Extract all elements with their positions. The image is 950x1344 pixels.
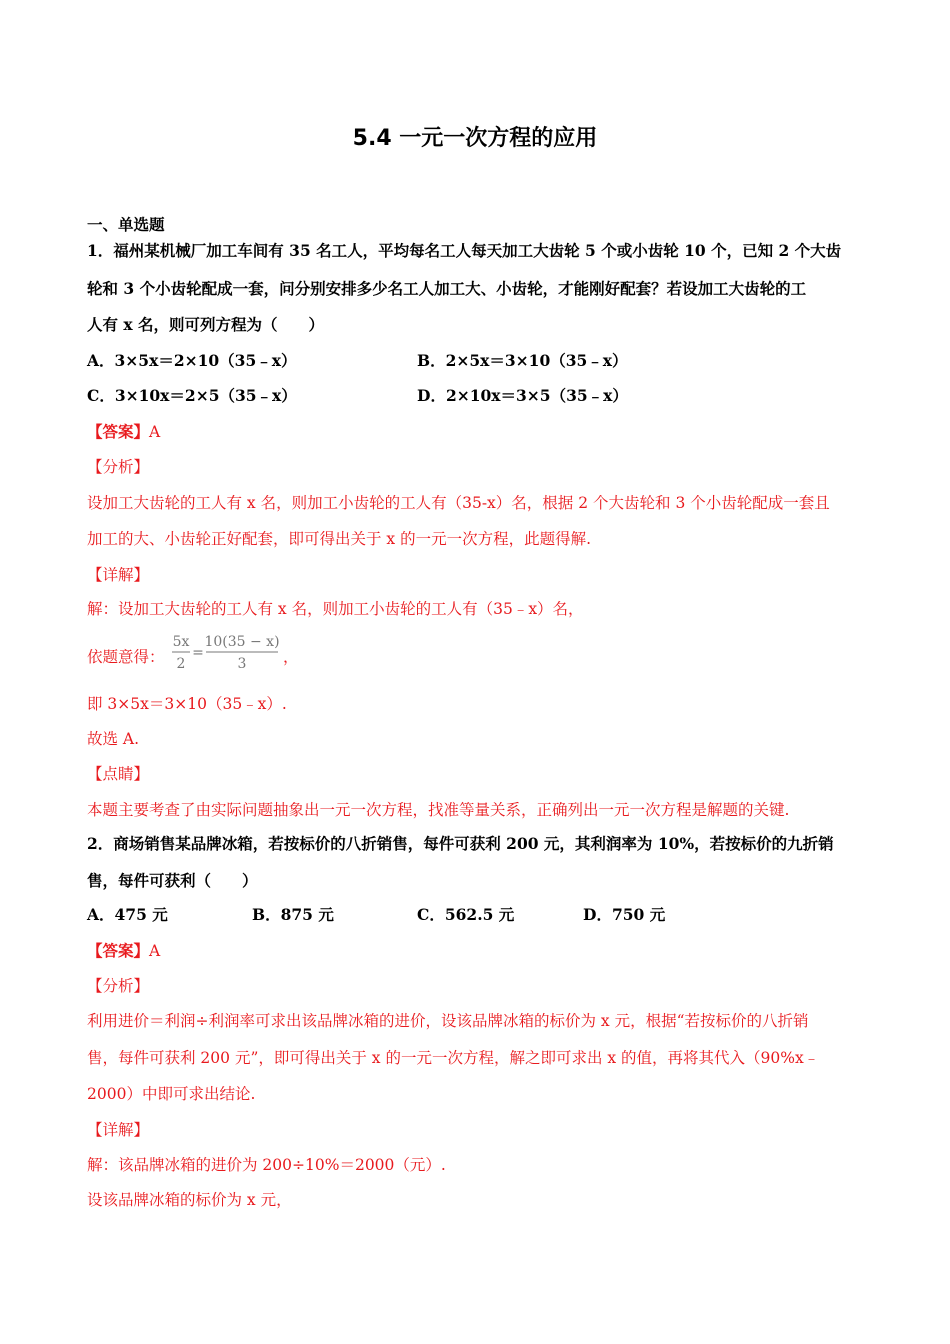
q1-answer-label: 【答案】 xyxy=(87,422,150,441)
q2-option-a: A．475 元 xyxy=(87,905,168,924)
q1-equation xyxy=(170,632,282,676)
q2-answer-label: 【答案】 xyxy=(87,941,150,960)
q1-detail-line-3: 即 3×5x＝3×10（35﹣x）. xyxy=(87,695,287,713)
q1-equation-svg xyxy=(170,632,282,676)
q1-comment: 本题主要考查了由实际问题抽象出一元一次方程，找准等量关系，正确列出一元一次方程是解题的关键. xyxy=(87,801,790,819)
page-title: 5.4 一元一次方程的应用 xyxy=(352,126,598,151)
q1-option-d: D．2×10x＝3×5（35﹣x） xyxy=(417,386,628,405)
formula-tail: ， xyxy=(283,648,299,666)
formula-num-right: 10(35 − x) xyxy=(204,634,280,650)
q2-option-b: B．875 元 xyxy=(252,905,334,924)
q1-detail-line-2: 依题意得： xyxy=(87,648,165,666)
q1-detail-line-1: 解：设加工大齿轮的工人有 x 名，则加工小齿轮的工人有（35﹣x）名， xyxy=(87,600,584,618)
q1-comment-label: 【点睛】 xyxy=(87,765,150,783)
q1-stem-line-2: 轮和 3 个小齿轮配成一套，问分别安排多少名工人加工大、小齿轮，才能刚好配套？若设加工大齿轮的工 xyxy=(87,279,807,298)
q2-detail-label: 【详解】 xyxy=(87,1121,150,1139)
q1-answer xyxy=(87,421,160,443)
q2-answer xyxy=(87,940,160,962)
q1-option-b: B．2×5x＝3×10（35﹣x） xyxy=(417,351,628,370)
q2-stem-line-1: 2．商场销售某品牌冰箱，若按标价的八折销售，每件可获利 200 元，其利润率为 10%，若按标价的九折销 xyxy=(87,834,834,853)
q2-analysis-label: 【分析】 xyxy=(87,977,150,995)
q2-analysis-line-2: 售，每件可获利 200 元”，即可得出关于 x 的一元一次方程，解之即可求出 x 的值，再将其代入（90%x﹣ xyxy=(87,1049,820,1067)
formula-equals: = xyxy=(192,645,204,661)
section-heading: 一、单选题 xyxy=(87,215,165,234)
q1-option-c: C．3×10x＝2×5（35﹣x） xyxy=(87,386,297,405)
q1-answer-value: A xyxy=(149,423,161,441)
q2-stem-line-2: 售，每件可获利（ ） xyxy=(87,871,258,890)
q1-detail-line-4: 故选 A. xyxy=(87,730,140,748)
q2-analysis-line-1: 利用进价＝利润÷利润率可求出该品牌冰箱的进价，设该品牌冰箱的标价为 x 元，根据“若按标价的八折销 xyxy=(87,1012,809,1030)
formula-den-right: 3 xyxy=(237,656,247,672)
formula-den-left: 2 xyxy=(176,656,186,672)
q2-option-d: D．750 元 xyxy=(583,905,666,924)
q1-option-a: A．3×5x＝2×10（35﹣x） xyxy=(87,351,297,370)
q1-stem-line-3: 人有 x 名，则可列方程为（ ） xyxy=(87,315,325,334)
q1-analysis-label: 【分析】 xyxy=(87,458,150,476)
q2-analysis-line-3: 2000）中即可求出结论. xyxy=(87,1085,256,1103)
q1-analysis-line-1: 设加工大齿轮的工人有 x 名，则加工小齿轮的工人有（35-x）名，根据 2 个大齿轮和 3 个小齿轮配成一套且 xyxy=(87,494,830,512)
q2-answer-value: A xyxy=(149,942,161,960)
q1-stem-line-1: 1．福州某机械厂加工车间有 35 名工人，平均每名工人每天加工大齿轮 5 个或小齿轮 10 个，已知 2 个大齿 xyxy=(87,241,842,260)
q2-detail-line-2: 设该品牌冰箱的标价为 x 元， xyxy=(87,1191,292,1209)
q1-detail-label: 【详解】 xyxy=(87,566,150,584)
formula-num-left: 5x xyxy=(172,634,190,650)
q2-option-c: C．562.5 元 xyxy=(417,905,515,924)
q1-analysis-line-2: 加工的大、小齿轮正好配套，即可得出关于 x 的一元一次方程，此题得解. xyxy=(87,530,592,548)
q2-detail-line-1: 解：该品牌冰箱的进价为 200÷10%＝2000（元）. xyxy=(87,1156,446,1174)
